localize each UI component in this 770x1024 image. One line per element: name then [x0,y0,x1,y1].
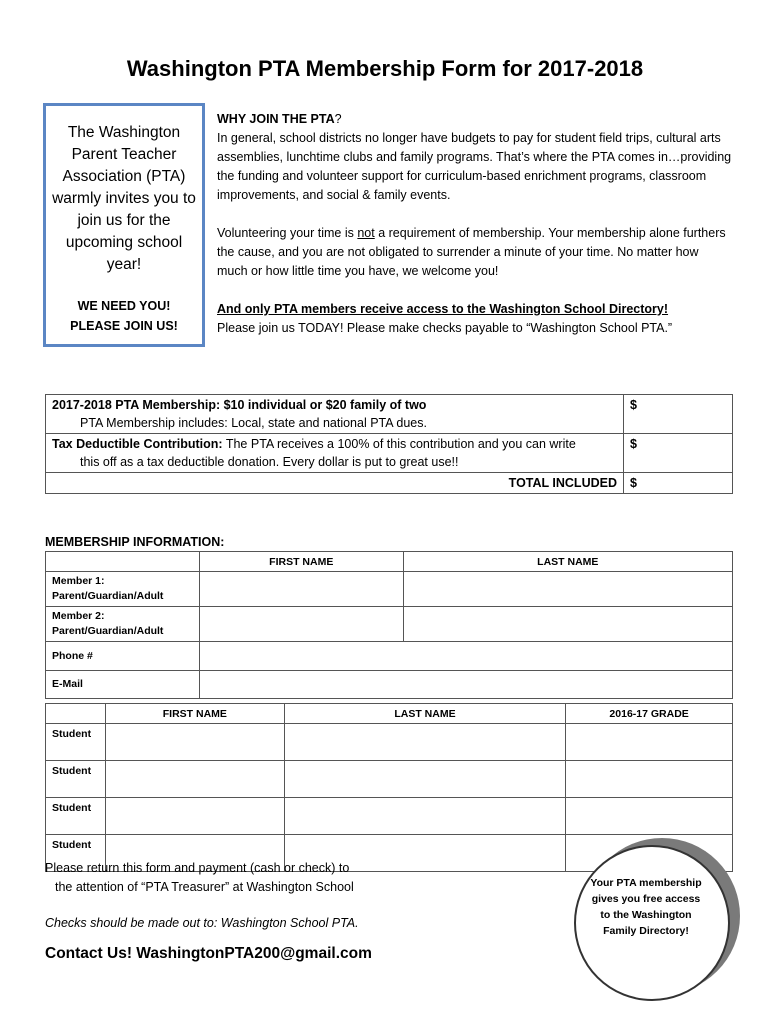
badge-text: Your PTA membership gives you free access to the Washington Family Directory! [590,877,702,937]
phone-label: Phone # [46,642,200,671]
contribution-row [46,434,733,473]
student-first-name-field[interactable] [105,724,284,761]
total-row [46,473,733,494]
contribution-label [52,435,617,453]
email-field[interactable] [199,671,732,699]
why-p2-text-b: a requirement of membership. Your membership alone furthers the cause, and you are not obligated to surrender a minute of your time. No matter how much or how little time you have, we welcome you! [217,226,726,278]
return-line-2: the attention of “PTA Treasurer” at Washington School [55,880,354,894]
why-heading: WHY JOIN THE PTA [217,112,335,126]
member1-last-name-field[interactable] [403,572,732,607]
phone-field[interactable] [199,642,732,671]
student-header-first-name: FIRST NAME [105,704,284,724]
why-paragraph-2 [217,224,732,281]
checks-payable-note: Please join us TODAY! Please make checks payable to “Washington School PTA.” [217,321,673,335]
member1-first-name-field[interactable] [199,572,403,607]
form-title: Washington PTA Membership Form for 2017-2018 [126,56,644,81]
header-blank [46,552,200,572]
callout-need-text [46,296,202,336]
why-p2-text-a: Volunteering your time is [217,226,358,240]
callout-need-line1: WE NEED YOU! [77,299,171,313]
email-label: E-Mail [46,671,200,699]
student-first-name-field[interactable] [105,798,284,835]
student-header-blank [46,704,106,724]
why-paragraph-1: In general, school districts no longer have budgets to pay for student field trips, cultural arts assemblies, lunchtime clubs and family programs. That’s where the PTA comes in…providing the funding and volunteer support for curriculum-based enrichment programs, classroom improvements, and social & family events. [217,131,732,202]
student-row [46,798,733,835]
fees-table [45,394,733,494]
membership-amount-field[interactable] [624,395,733,434]
member1-label-line1: Member 1: [52,575,105,587]
callout-invite-text: The Washington Parent Teacher Association (PTA) warmly invites you to join us for the upcoming school year! [52,124,196,273]
total-label: TOTAL INCLUDED [46,473,624,494]
student-row [46,761,733,798]
total-amount-field[interactable] [624,473,733,494]
checks-note: Checks should be made out to: Washington School PTA. [45,916,359,930]
directory-notice: And only PTA members receive access to the Washington School Directory! [217,302,669,316]
membership-fee-subtext: PTA Membership includes: Local, state and national PTA dues. [80,416,427,430]
student-grade-field[interactable] [566,724,733,761]
student-header-grade: 2016-17 GRADE [566,704,733,724]
contribution-amount-field[interactable] [624,434,733,473]
membership-info-table [45,551,733,699]
header-last-name: LAST NAME [403,552,732,572]
header-first-name: FIRST NAME [199,552,403,572]
dollar-sign: $ [630,476,637,490]
contact-email: Contact Us! WashingtonPTA200@gmail.com [45,945,372,962]
contribution-label-bold: Tax Deductible Contribution: [52,437,223,451]
contribution-subtext: this off as a tax deductible donation. Every dollar is put to great use!! [80,455,459,469]
dollar-sign: $ [630,398,637,412]
member2-label [46,607,200,642]
student-label: Student [46,798,106,835]
student-label: Student [46,724,106,761]
why-p2-not: not [357,226,375,240]
return-instructions [45,859,354,897]
return-line-1: Please return this form and payment (cash or check) to [45,861,350,875]
student-last-name-field[interactable] [284,761,566,798]
member2-last-name-field[interactable] [403,607,732,642]
contribution-label-text: The PTA receives a 100% of this contribution and you can write [222,437,576,451]
student-first-name-field[interactable] [105,761,284,798]
member1-label-line2: Parent/Guardian/Adult [52,590,164,602]
dollar-sign: $ [630,437,637,451]
why-join-section [217,110,732,338]
membership-fee-label: 2017-2018 PTA Membership: $10 individual or $20 family of two [52,398,427,412]
member1-label [46,572,200,607]
why-heading-mark: ? [334,112,342,126]
member2-first-name-field[interactable] [199,607,403,642]
student-grade-field[interactable] [566,761,733,798]
callout-need-line2: PLEASE JOIN US! [70,319,178,333]
student-label: Student [46,761,106,798]
member2-label-line2: Parent/Guardian/Adult [52,625,164,637]
student-label: Student [46,835,106,872]
member2-label-line1: Member 2: [52,610,105,622]
membership-fee-row [46,395,733,434]
student-grade-field[interactable] [566,798,733,835]
invitation-callout [43,103,205,347]
student-row [46,724,733,761]
student-last-name-field[interactable] [284,798,566,835]
membership-info-heading: MEMBERSHIP INFORMATION: [45,535,225,549]
student-last-name-field[interactable] [284,724,566,761]
student-header-last-name: LAST NAME [284,704,566,724]
